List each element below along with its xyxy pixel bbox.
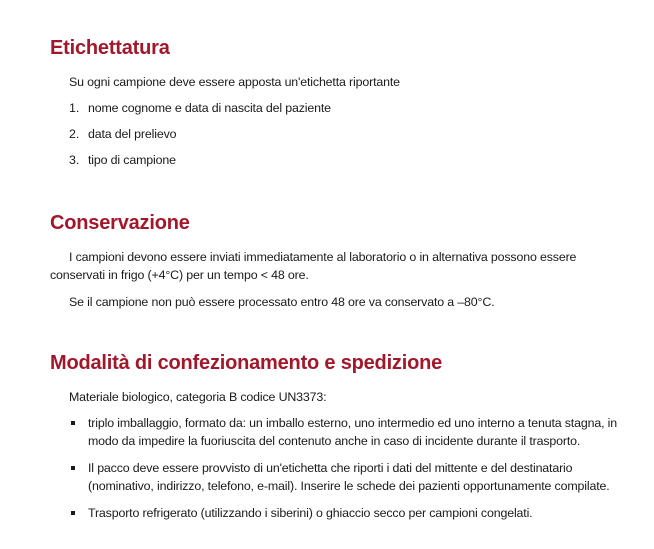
confezionamento-intro: Materiale biologico, categoria B codice UN3373: [69, 390, 327, 404]
list-item: nome cognome e data di nascita del paziente [88, 101, 331, 115]
conservazione-paragraph-1: I campioni devono essere inviati immediatamente al laboratorio o in alternativa possono essere conservati in frigo (+4°C) per un tempo < 48 ore. [50, 250, 577, 282]
list-marker: 2. [69, 127, 80, 141]
list-marker: 1. [69, 101, 80, 115]
bullet-icon [71, 511, 75, 515]
list-item: data del prelievo [88, 127, 177, 141]
etichettatura-intro: Su ogni campione deve essere apposta un'etichetta riportante [69, 75, 400, 89]
bullet-icon [71, 421, 75, 425]
list-item: tipo di campione [88, 153, 176, 167]
bullet-item: triplo imballaggio, formato da: un imballo esterno, uno intermedio ed uno interno a tenuta stagna, in modo da impedire la fuoriuscita del contenuto anche in caso di incidente durante il trasporto. [88, 416, 617, 448]
bullet-item: Trasporto refrigerato (utilizzando i siberini) o ghiaccio secco per campioni congelati. [88, 506, 533, 520]
list-marker: 3. [69, 153, 80, 167]
bullet-item: Il pacco deve essere provvisto di un'etichetta che riporti i dati del mittente e del destinatario (nominativo, indirizzo, telefono, e-mail). Inserire le schede dei pazienti opportunamente compilate. [88, 461, 610, 493]
heading-conservazione: Conservazione [50, 212, 190, 234]
bullet-icon [71, 466, 75, 470]
heading-confezionamento-spedizione: Modalità di confezionamento e spedizione [50, 352, 443, 374]
conservazione-paragraph-2: Se il campione non può essere processato entro 48 ore va conservato a –80°C. [69, 295, 495, 309]
heading-etichettatura: Etichettatura [50, 37, 170, 59]
